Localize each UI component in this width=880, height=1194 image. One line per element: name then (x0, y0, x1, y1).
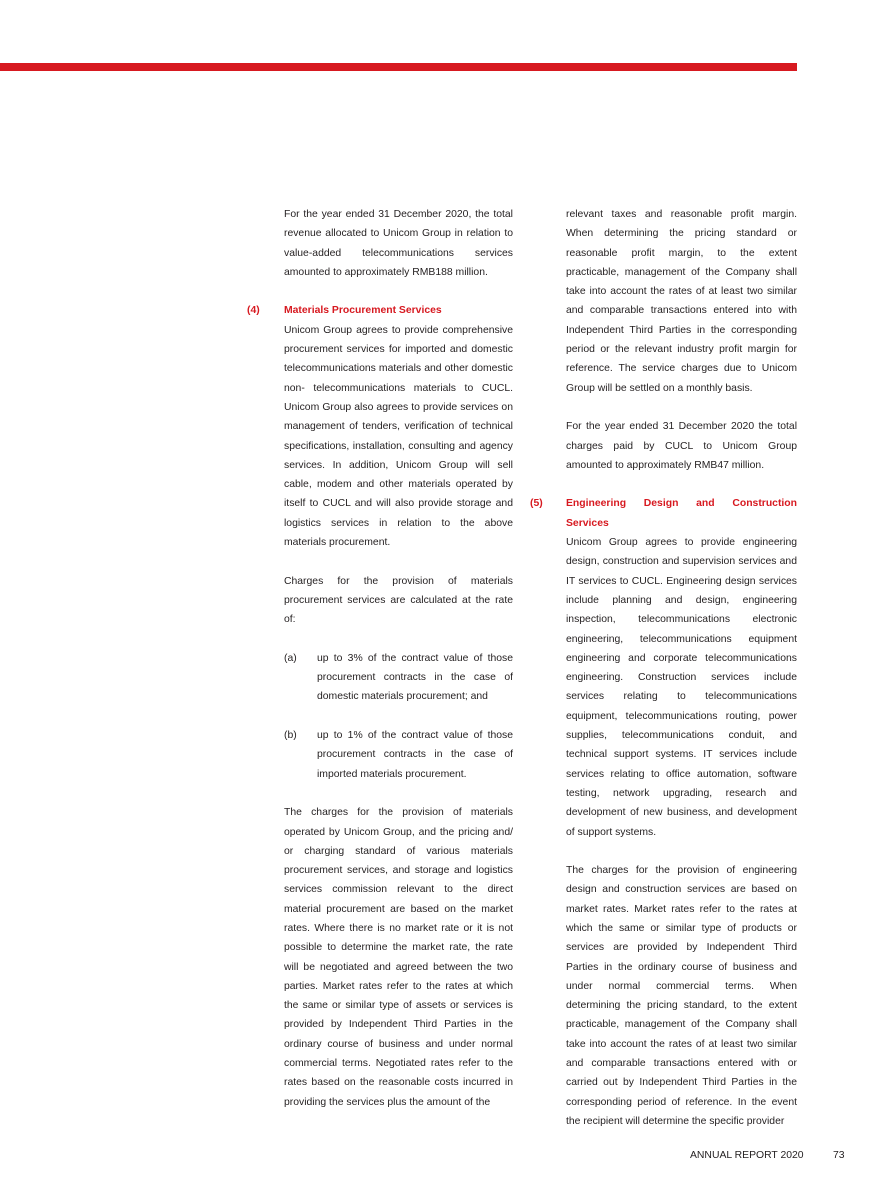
list-item-b (284, 726, 513, 784)
list-item-a-label: (a) (284, 652, 297, 664)
section-5-paragraph-2: The charges for the provision of engineering design and construction services are based on market rates. Market rates refer to the rates at which the same or similar type of products or services are provided by Independent Third Parties in the ordinary course of business and under normal commercial terms. When determining the pricing standard, to the extent practicable, management of the Company shall take into account the rates of at least two similar and comparable transactions entered with or carried out by Independent Third Parties in the corresponding period of reference. In the event the recipient will determine the specific provider (566, 865, 797, 1127)
left-column (247, 205, 513, 1112)
section-4-paragraph-3: The charges for the provision of materials operated by Unicom Group, and the pricing and/ or charging standard of various materials procurement services, and storage and logistics services commission relevant to the direct material procurement are based on the market rates. Where there is no market rate or it is not possible to determine the market rate, the rate will be negotiated and agreed between the two parties. Market rates refer to the rates at which the same or similar type of assets or services is provided by Independent Third Parties in the ordinary course of business and under normal commercial terms. Negotiated rates refer to the rates based on the reasonable costs incurred in providing the services plus the amount of the (284, 807, 513, 1108)
section-4-number: (4) (247, 305, 260, 317)
intro-paragraph: For the year ended 31 December 2020, the total revenue allocated to Unicom Group in relation to value-added telecommunications services amounted to approximately RMB188 million. (284, 209, 513, 278)
list-item-a (284, 649, 513, 707)
section-4-paragraph-2: Charges for the provision of materials procurement services are calculated at the rate of: (284, 575, 513, 626)
page-number: 73 (833, 1150, 845, 1161)
top-red-bar (0, 63, 797, 71)
section-5-heading: Engineering Design and Construction Services (566, 498, 797, 529)
section-5-paragraph-1: Unicom Group agrees to provide engineering design, construction and supervision services and IT services to CUCL. Engineering design services include planning and design, engineering inspection, telecommunications electronic engineering, telecommunications equipment engineering and corporate telecommunications engineering. Construction services include services relating to telecommunications equipment, telecommunications routing, power supplies, telecommunications conduit, and technical support systems. IT services include services relating to office automation, software testing, network upgrading, research and development of new business, and development of support systems. (566, 537, 797, 838)
charges-paragraph: For the year ended 31 December 2020 the total charges paid by CUCL to Unicom Group amounted to approximately RMB47 million. (566, 421, 797, 471)
list-item-b-text: up to 1% of the contract value of those procurement contracts in the case of imported materials procurement. (317, 730, 513, 780)
section-4 (247, 301, 513, 320)
footer-report-title: ANNUAL REPORT 2020 (690, 1150, 804, 1161)
section-4-heading: Materials Procurement Services (284, 305, 442, 317)
section-5 (530, 494, 797, 533)
right-column (530, 205, 797, 1131)
continued-paragraph: relevant taxes and reasonable profit margin. When determining the pricing standard or reasonable profit margin, to the extent practicable, management of the Company shall take into account the rates of at least two similar and comparable transactions entered into with Independent Third Parties in the corresponding period or the relevant industry profit margin for reference. The service charges due to Unicom Group will be settled on a monthly basis. (566, 209, 797, 394)
section-5-number: (5) (530, 498, 543, 510)
list-item-b-label: (b) (284, 730, 297, 742)
section-4-paragraph-1: Unicom Group agrees to provide comprehensive procurement services for imported and domestic telecommunications materials and other domestic non- telecommunications materials to CUCL. Unicom Group also agrees to provide services on management of tenders, verification of technical specifications, installation, consulting and agency services. In addition, Unicom Group will sell cable, modem and other materials operated by itself to CUCL and will also provide storage and logistics services in relation to the above materials procurement. (284, 324, 513, 549)
list-item-a-text: up to 3% of the contract value of those procurement contracts in the case of domestic materials procurement; and (317, 652, 513, 703)
